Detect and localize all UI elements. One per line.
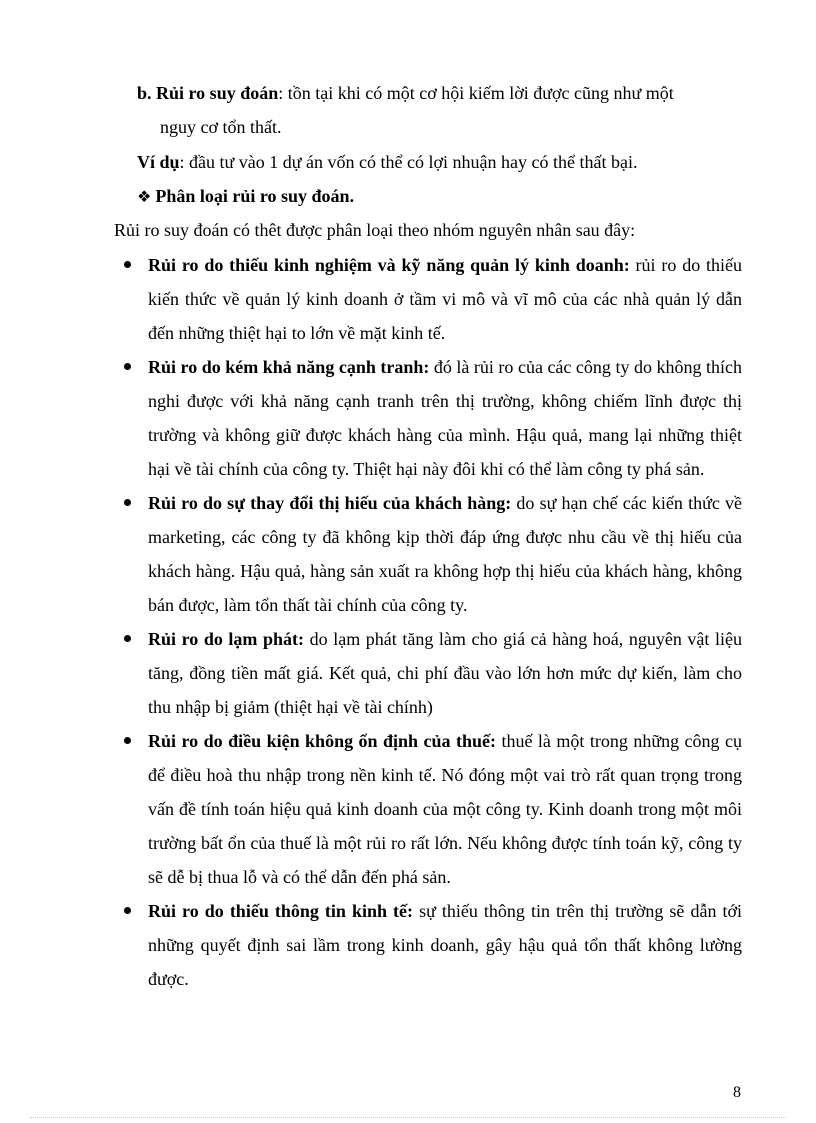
bullet-title: Rủi ro do thiếu thông tin kinh tế:: [148, 901, 414, 921]
bullet-dot-icon: [124, 499, 131, 506]
page-bottom-divider: [30, 1117, 786, 1118]
section-heading: [137, 179, 742, 214]
risk-bullet-list: [114, 248, 742, 996]
bullet-dot-icon: [124, 907, 131, 914]
bullet-title: Rủi ro do sự thay đổi thị hiếu của khách hàng:: [148, 493, 512, 513]
bullet-title: Rủi ro do điều kiện không ổn định của thuế:: [148, 731, 496, 751]
bullet-dot-icon: [124, 363, 131, 370]
bullet-text: đó là rủi ro của các công ty do không thích nghi được với khả năng cạnh tranh trên thị trường, không chiếm lĩnh được thị trường và không giữ được khách hàng của mình. Hậu quả, mang lại những thiệt hại về tài chính của công ty. Thiệt hại này đôi khi có thể làm công ty phá sản.: [148, 357, 742, 479]
section-heading-text: Phân loại rủi ro suy đoán.: [155, 186, 355, 206]
section-b-text-line-2: nguy cơ tổn thất.: [160, 117, 282, 137]
bullet-title: Rủi ro do thiếu kinh nghiệm và kỹ năng quản lý kinh doanh:: [148, 255, 630, 275]
intro-paragraph: Rủi ro suy đoán có thêt được phân loại theo nhóm nguyên nhân sau đây:: [114, 220, 636, 240]
diamond-bullet-icon: ❖: [137, 187, 152, 206]
bullet-customer-taste: [114, 486, 742, 622]
bullet-inflation: [114, 622, 742, 724]
bullet-information: [114, 894, 742, 996]
page-number: 8: [733, 1084, 741, 1101]
example-label: Ví dụ: [137, 152, 180, 172]
bullet-title: Rủi ro do lạm phát:: [148, 629, 305, 649]
bullet-dot-icon: [124, 635, 131, 642]
section-b-label: b. Rủi ro suy đoán: [137, 83, 279, 103]
bullet-text: do lạm phát tăng làm cho giá cả hàng hoá, nguyên vật liệu tăng, đồng tiền mất giá. Kết quả, chi phí đầu vào lớn hơn mức dự kiến, làm cho thu nhập bị giảm (thiệt hại về tài chính): [148, 629, 742, 717]
section-b-line-1: [137, 76, 742, 110]
bullet-competition: [114, 350, 742, 486]
bullet-text: thuế là một trong những công cụ để điều hoà thu nhập trong nền kinh tế. Nó đóng một vai trò rất quan trọng trong vấn đề tính toán hiệu quả kinh doanh của một công ty. Kinh doanh trong một môi trường bất ổn của thuế là một rủi ro rất lớn. Nếu không được tính toán kỹ, công ty sẽ dễ bị thua lỗ và có thể dẫn đến phá sản.: [148, 731, 742, 887]
bullet-text: do sự hạn chế các kiến thức về marketing, các công ty đã không kịp thời đáp ứng được nhu cầu về thị hiếu của khách hàng. Hậu quả, hàng sản xuất ra không hợp thị hiếu của khách hàng, không bán được, làm tổn thất tài chính của công ty.: [148, 493, 742, 615]
section-b-text-line-1: : tồn tại khi có một cơ hội kiếm lời được cũng như một: [278, 83, 674, 103]
example-paragraph: [137, 145, 742, 179]
bullet-text: rủi ro do thiếu kiến thức về quản lý kinh doanh ở tầm vi mô và vĩ mô của các nhà quản lý dẫn đến những thiệt hại to lớn về mặt kinh tế.: [148, 255, 743, 343]
bullet-tax: [114, 724, 742, 894]
bullet-inexperience: [114, 248, 742, 350]
bullet-text: sự thiếu thông tin trên thị trường sẽ dẫn tới những quyết định sai lầm trong kinh doanh, gây hậu quả tổn thất không lường được.: [148, 901, 743, 989]
bullet-title: Rủi ro do kém khả năng cạnh tranh:: [148, 357, 430, 377]
bullet-dot-icon: [124, 261, 131, 268]
section-b-paragraph: [137, 76, 742, 144]
bullet-dot-icon: [124, 737, 131, 744]
example-text: : đầu tư vào 1 dự án vốn có thể có lợi nhuận hay có thể thất bại.: [179, 152, 638, 172]
